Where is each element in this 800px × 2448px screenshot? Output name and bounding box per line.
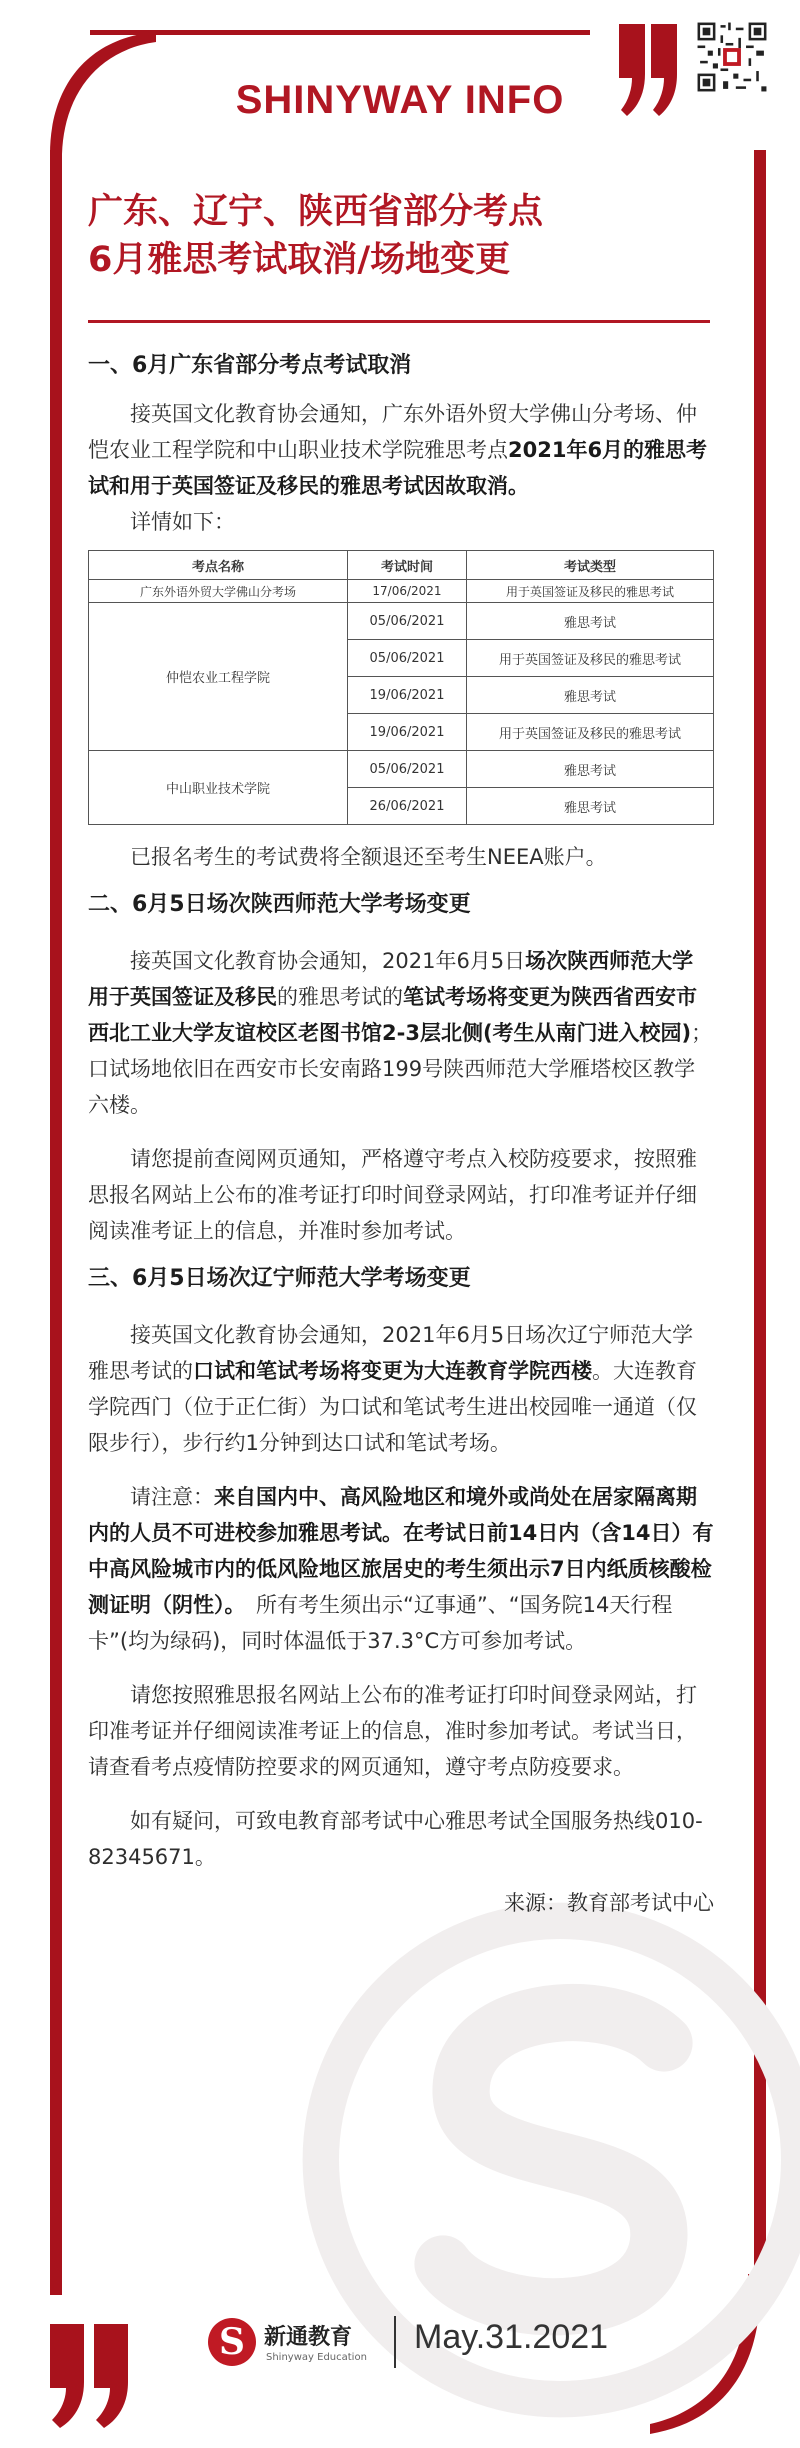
table-cell-venue: 广东外语外贸大学佛山分考场 xyxy=(89,580,348,603)
bottom-left-quote-icon xyxy=(48,2322,134,2432)
table-cell-type: 雅思考试 xyxy=(467,788,714,825)
publish-date: May.31.2021 xyxy=(414,2318,609,2356)
table-cell-date: 05/06/2021 xyxy=(348,603,467,640)
page-title xyxy=(88,188,708,284)
s2-text-c: 的雅思考试的 xyxy=(277,985,403,1009)
table-cell-type: 雅思考试 xyxy=(467,751,714,788)
table-cell-date: 05/06/2021 xyxy=(348,751,467,788)
s3-bold-b: 口试和笔试考场将变更为大连教育学院西楼 xyxy=(193,1359,592,1383)
table-cell-venue: 仲恺农业工程学院 xyxy=(89,603,348,751)
s3-note-bold: 来自国内中、高风险地区和境外或尚处在居家隔离期内的人员不可进校参加雅思考试。在考试日前14日内（含14日）有中高风险城市内的低风险地区旅居史的考生须出示7日内纸质核酸检测证明（阴性）。 xyxy=(88,1485,714,1617)
s2-bold-b: 场次陕西师范大学用于英国签证及移民 xyxy=(88,949,694,1009)
section3-heading: 三、6月5日场次辽宁师范大学考场变更 xyxy=(88,1266,471,1291)
table-cell-date: 19/06/2021 xyxy=(348,677,467,714)
section1-p1-text: 接英国文化教育协会通知，广东外语外贸大学佛山分考场、仲恺农业工程学院和中山职业技术学院雅思考点 xyxy=(88,402,697,462)
table-header-venue: 考点名称 xyxy=(89,551,348,580)
logo-english-name: Shinyway Education xyxy=(266,2352,367,2363)
s2-text-a: 接英国文化教育协会通知，2021年6月5日 xyxy=(130,949,526,973)
table-row xyxy=(89,751,714,788)
s2-bold-d: 笔试考场将变更为陕西省西安市西北工业大学友谊校区老图书馆2-3层北侧(考生从南门进入校园) xyxy=(88,985,697,1045)
s2-text-e: ；口试场地依旧在西安市长安南路199号陕西师范大学雁塔校区教学六楼。 xyxy=(88,1021,713,1117)
table-row xyxy=(89,580,714,603)
qr-code-icon xyxy=(693,18,771,96)
exam-table xyxy=(88,550,714,825)
frame-left-line xyxy=(50,150,62,2295)
title-divider xyxy=(88,320,710,323)
table-cell-date: 26/06/2021 xyxy=(348,788,467,825)
table-row xyxy=(89,603,714,640)
table-cell-type: 用于英国签证及移民的雅思考试 xyxy=(467,580,714,603)
footer-divider xyxy=(394,2316,396,2368)
section1-heading: 一、6月广东省部分考点考试取消 xyxy=(88,353,412,378)
top-left-corner-icon xyxy=(46,28,166,158)
s3-note-label: 请注意： xyxy=(130,1485,214,1509)
table-cell-date: 05/06/2021 xyxy=(348,640,467,677)
table-cell-type: 雅思考试 xyxy=(467,603,714,640)
section3-paragraph-4: 如有疑问，可致电教育部考试中心雅思考试全国服务热线010-82345671。 xyxy=(88,1809,703,1869)
section2-heading: 二、6月5日场次陕西师范大学考场变更 xyxy=(88,892,471,917)
table-cell-date: 17/06/2021 xyxy=(348,580,467,603)
logo-chinese-name: 新通教育 xyxy=(264,2325,353,2350)
brand-header: SHINYWAY INFO xyxy=(235,78,565,122)
section1-refund-note: 已报名考生的考试费将全额退还至考生NEEA账户。 xyxy=(130,845,607,869)
s3-text-a: 接英国文化教育协会通知，2021年6月5日场次辽宁师范大学雅思考试的 xyxy=(88,1323,694,1383)
source-line: 来源：教育部考试中心 xyxy=(504,1891,714,1915)
title-line-1: 广东、辽宁、陕西省部分考点 xyxy=(88,192,544,232)
section3-paragraph-2 xyxy=(88,1479,714,1659)
article-body xyxy=(88,346,714,1921)
table-cell-type: 雅思考试 xyxy=(467,677,714,714)
title-line-2: 6月雅思考试取消/场地变更 xyxy=(88,240,511,280)
section1-p1-bold: 2021年6月的雅思考试和用于英国签证及移民的雅思考试因故取消。 xyxy=(88,438,708,498)
top-right-quote-icon xyxy=(617,22,681,122)
section2-paragraph-2: 请您提前查阅网页通知，严格遵守考点入校防疫要求，按照雅思报名网站上公布的准考证打印时间登录网站，打印准考证并仔细阅读准考证上的信息，并准时参加考试。 xyxy=(88,1147,697,1243)
section1-details-label: 详情如下： xyxy=(130,510,235,534)
table-header-date: 考试时间 xyxy=(348,551,467,580)
logo-mark: S xyxy=(219,2321,245,2363)
section1-paragraph xyxy=(88,396,714,504)
s3-note-text: 所有考生须出示“辽事通”、“国务院14天行程卡”(均为绿码)，同时体温低于37.3°C方可参加考试。 xyxy=(88,1593,673,1653)
table-cell-type: 用于英国签证及移民的雅思考试 xyxy=(467,640,714,677)
table-cell-venue: 中山职业技术学院 xyxy=(89,751,348,825)
section3-paragraph-1 xyxy=(88,1317,714,1461)
table-header-type: 考试类型 xyxy=(467,551,714,580)
footer xyxy=(208,2310,688,2380)
section2-paragraph-1 xyxy=(88,943,714,1123)
section3-paragraph-3: 请您按照雅思报名网站上公布的准考证打印时间登录网站，打印准考证并仔细阅读准考证上的信息，准时参加考试。考试当日，请查看考点疫情防控要求的网页通知，遵守考点防疫要求。 xyxy=(88,1683,697,1779)
table-cell-type: 用于英国签证及移民的雅思考试 xyxy=(467,714,714,751)
table-cell-date: 19/06/2021 xyxy=(348,714,467,751)
s3-text-c: 。大连教育学院西门（位于正仁街）为口试和笔试考生进出校园唯一通道（仅限步行），步行约1分钟到达口试和笔试考场。 xyxy=(88,1359,697,1455)
